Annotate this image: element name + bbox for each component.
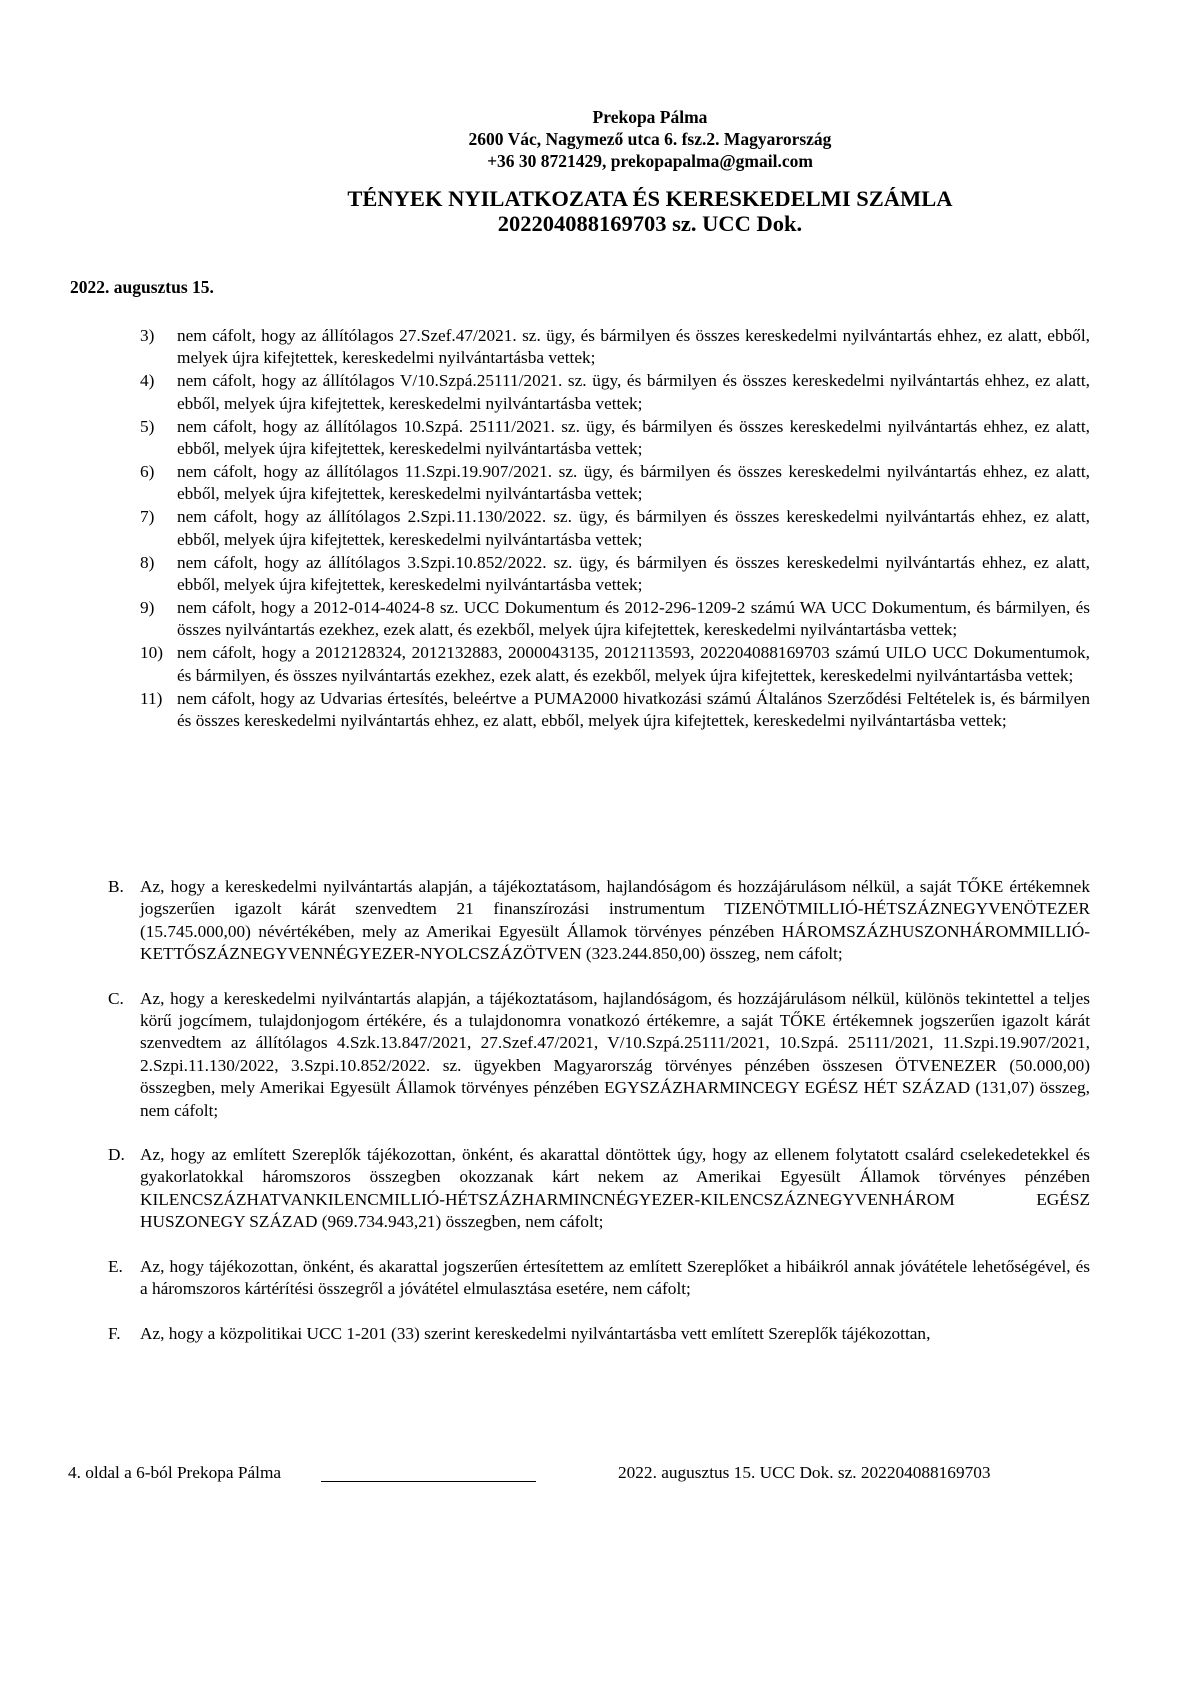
item-text: nem cáfolt, hogy az állítólagos 27.Szef.47/2021. sz. ügy, és bármilyen és összes kereskedelmi nyilvántartás ehhez, ez alatt, ebből, melyek újra kifejtettek, kereskedelmi nyilvántartásba vettek; [177,326,1090,368]
clause-c [108,988,1090,1122]
item-text: nem cáfolt, hogy az állítólagos V/10.Szpá.25111/2021. sz. ügy, és bármilyen és összes kereskedelmi nyilvántartás ehhez, ez alatt, ebből, melyek újra kifejtettek, kereskedelmi nyilvántartásba vettek; [177,371,1090,413]
numbered-list [140,325,1090,733]
list-item-10 [140,642,1090,687]
clause-text: Az, hogy tájékozottan, önként, és akarattal jogszerűen értesítettem az említett Szereplőket a hibáikról annak jóvátétele lehetőségével, és a háromszoros kártérítési összegről a jóvátétel elmulasztása esetére, nem cáfolt; [140,1256,1090,1299]
clause-f [108,1323,1090,1345]
clause-b [108,876,1090,966]
item-number: 3) [140,326,155,345]
item-number: 9) [140,597,155,617]
list-item-6 [140,461,1090,506]
page-info: 4. oldal a 6-ból Prekopa Pálma [68,1463,282,1482]
list-item-3 [140,325,1090,370]
lettered-list [108,876,1090,1345]
item-number: 5) [140,416,155,436]
page-footer [0,1462,1190,1488]
list-item-7 [140,506,1090,551]
clause-letter: B. [108,877,124,896]
sender-contact: +36 30 8721429, prekopapalma@gmail.com [487,151,813,171]
item-text: nem cáfolt, hogy az állítólagos 11.Szpi.19.907/2021. sz. ügy, és bármilyen és összes kereskedelmi nyilvántartás ehhez, ez alatt, ebből, melyek újra kifejtettek, kereskedelmi nyilvántartásba vettek; [177,461,1090,504]
item-number: 8) [140,552,155,572]
document-title [0,186,1190,236]
item-number: 11) [140,688,163,708]
item-number: 4) [140,371,155,391]
clause-text: Az, hogy a kereskedelmi nyilvántartás alapján, a tájékoztatásom, hajlandóságom és hozzájárulásom nélkül, a saját TŐKE értékemnek jogszerűen igazolt kárát szenvedtem 21 finanszírozási instrumentum TIZENÖTMILLIÓ-HÉTSZÁZNEGYVENÖTEZER (15.745.000,00) névértékében, mely az Amerikai Egyesült Államok törvényes pénzében HÁROMSZÁZHUSZONHÁROMMILLIÓ-KETTŐSZÁZNEGYVENNÉGYEZER-NYOLCSZÁZÖTVEN (323.244.850,00) összeg, nem cáfolt; [140,877,1090,964]
list-item-4 [140,370,1090,415]
item-text: nem cáfolt, hogy az Udvarias értesítés, beleértve a PUMA2000 hivatkozási számú Általános Szerződési Feltételek is, és bármilyen és összes kereskedelmi nyilvántartás ehhez, ez alatt, ebből, melyek újra kifejtettek, kereskedelmi nyilvántartásba vettek; [177,688,1090,730]
clause-text: Az, hogy a közpolitikai UCC 1-201 (33) szerint kereskedelmi nyilvántartásba vett említett Szereplők tájékozottan, [140,1323,931,1343]
sender-address: 2600 Vác, Nagymező utca 6. fsz.2. Magyarország [468,129,832,149]
item-text: nem cáfolt, hogy az állítólagos 2.Szpi.11.130/2022. sz. ügy, és bármilyen és összes kereskedelmi nyilvántartás ehhez, ez alatt, ebből, melyek újra kifejtettek, kereskedelmi nyilvántartásba vettek; [177,507,1090,549]
sender-name: Prekopa Pálma [592,107,708,127]
item-text: nem cáfolt, hogy az állítólagos 3.Szpi.10.852/2022. sz. ügy, és bármilyen és összes kereskedelmi nyilvántartás ehhez, ez alatt, ebből, melyek újra kifejtettek, kereskedelmi nyilvántartásba vettek; [177,552,1090,594]
document-date: 2022. augusztus 15. [70,277,214,297]
item-number: 7) [140,507,155,527]
footer-document-reference: 2022. augusztus 15. UCC Dok. sz. 202204088169703 [618,1463,991,1482]
item-text: nem cáfolt, hogy a 2012128324, 2012132883, 2000043135, 2012113593, 202204088169703 számú UILO UCC Dokumentumok, és bármilyen, és összes nyilvántartás ezekhez, ezek alatt, és ezekből, melyek újra kifejtettek, kereskedelmi nyilvántartásba vettek; [177,643,1090,685]
clause-d [108,1144,1090,1234]
list-item-8 [140,552,1090,597]
clause-letter: C. [108,988,124,1008]
clause-letter: F. [108,1323,121,1343]
list-item-9 [140,597,1090,642]
clause-text: Az, hogy az említett Szereplők tájékozottan, önként, és akarattal döntöttek úgy, hogy az ellenem folytatott csalárd cselekedetekkel és gyakorlatokkal háromszoros összegben okozzanak kárt nekem az Amerikai Egyesült Államok törvényes pénzében KILENCSZÁZHATVANKILENCMILLIÓ-HÉTSZÁZHARMINCNÉGYEZER-KILENCSZÁZNEGYVENHÁROM EGÉSZ HUSZONEGY SZÁZAD (969.734.943,21) összegben, nem cáfolt; [140,1145,1090,1232]
item-text: nem cáfolt, hogy a 2012-014-4024-8 sz. UCC Dokumentum és 2012-296-1209-2 számú WA UCC Dokumentum, és bármilyen, és összes nyilvántartás ezekhez, ezek alatt, és ezekből, melyek újra kifejtettek, kereskedelmi nyilvántartásba vettek; [177,597,1090,640]
clause-letter: D. [108,1145,125,1165]
signature-line [321,1480,536,1482]
document-title-main: TÉNYEK NYILATKOZATA ÉS KERESKEDELMI SZÁMLA [347,186,953,211]
item-number: 6) [140,461,155,481]
item-text: nem cáfolt, hogy az állítólagos 10.Szpá. 25111/2021. sz. ügy, és bármilyen és összes kereskedelmi nyilvántartás ehhez, ez alatt, ebből, melyek újra kifejtettek, kereskedelmi nyilvántartásba vettek; [177,416,1090,459]
list-item-5 [140,416,1090,461]
list-item-11 [140,688,1090,733]
sender-header [0,106,1190,172]
clause-e [108,1256,1090,1301]
clause-text: Az, hogy a kereskedelmi nyilvántartás alapján, a tájékoztatásom, hajlandóságom, és hozzájárulásom nélkül, különös tekintettel a teljes körű jogcímem, tulajdonjogom értékére, és a tulajdonomra vonatkozó értékemre, a saját TŐKE értékemnek jogszerűen igazolt kárát szenvedtem az állítólagos 4.Szk.13.847/2021, 27.Szef.47/2021, V/10.Szpá.25111/2021, 10.Szpá. 25111/2021, 11.Szpi.19.907/2021, 2.Szpi.11.130/2022, 3.Szpi.10.852/2022. sz. ügyekben Magyarország törvényes pénzében összesen ÖTVENEZER (50.000,00) összegben, mely Amerikai Egyesült Államok törvényes pénzében EGYSZÁZHARMINCEGY EGÉSZ HÉT SZÁZAD (131,07) összeg, nem cáfolt; [140,988,1090,1120]
document-number: 202204088169703 sz. UCC Dok. [497,211,803,236]
clause-letter: E. [108,1256,123,1276]
item-number: 10) [140,643,164,663]
